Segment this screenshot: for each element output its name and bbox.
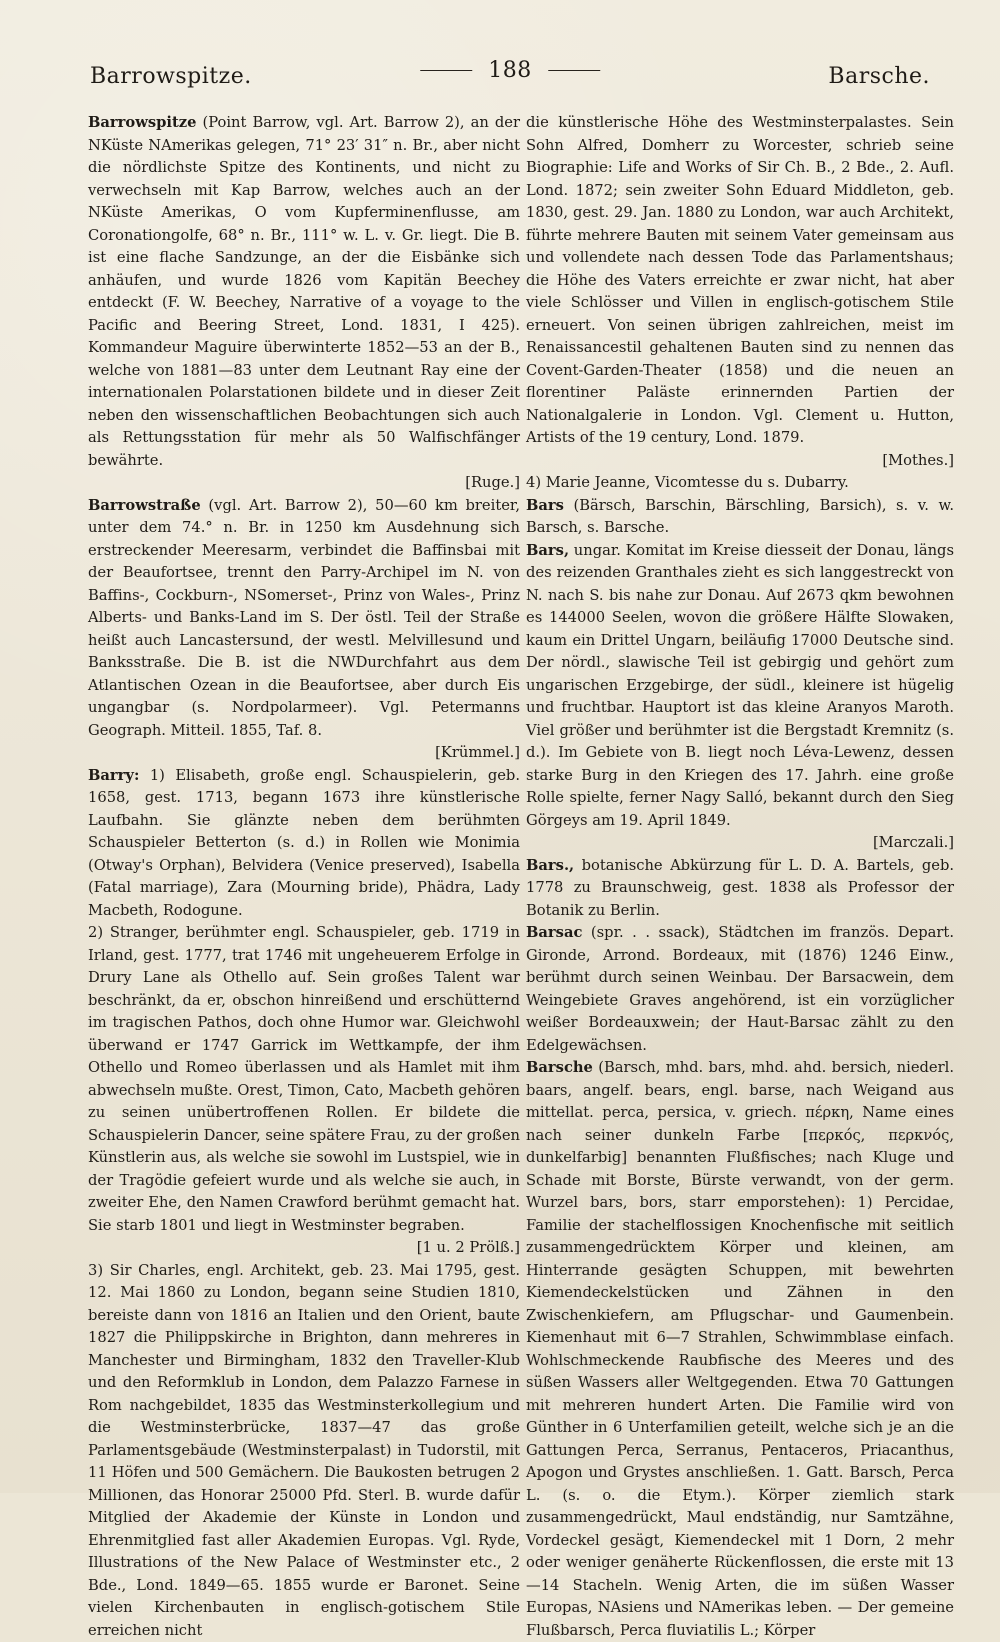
headword: Bars (526, 497, 564, 514)
entry-barry-3 (88, 1260, 520, 1642)
headword: Bars., (526, 857, 574, 874)
entry-text: 2) Stranger, berühmter engl. Schauspieler, geb. 1719 in Irland, gest. 1777, trat 1746 mit ungeheuerem Erfolge in Drury Lane als Othello auf. Sein großes Talent war beschränkt, da er, obschon hinreißend und erschütternd im tragischen Pathos, doch ohne Humor war. Gleichwohl überwand er 1747 Garrick im Wettkampfe, der ihm Othello und Romeo überlassen und als Hamlet mit ihm abwechseln mußte. Orest, Timon, Cato, Macbeth gehören zu seinen unübertroffenen Rollen. Er bildete die Schauspielerin Dancer, seine spätere Frau, zu der großen Künstlerin aus, als welche sie sowohl im Lustspiel, wie in der Tragödie gefeiert wurde und als welche sie auch, in zweiter Ehe, den Namen Crawford berühmt gemacht hat. Sie starb 1801 und liegt in Westminster begraben. (88, 924, 520, 1234)
entry-bars-fish (526, 495, 954, 540)
entry-text: (vgl. Art. Barrow 2), 50—60 km breiter, unter dem 74.° n. Br. in 1250 km Ausdehnung sich erstreckender Meeresarm, verbindet die Baffinsbai mit der Beaufortsee, trennt den Parry-Archipel im N. von Baffins-, Cockburn-, NSomerset-, Prinz von Wales-, Prinz Alberts- und Banks-Land im S. Der östl. Teil der Straße heißt auch Lancastersund, der westl. Melvillesund und Banksstraße. Die B. ist die NWDurchfahrt aus dem Atlantischen Ozean in die Beaufortsee, aber durch Eis ungangbar (s. Nordpolarmeer). Vgl. Petermanns Geograph. Mitteil. 1855, Taf. 8. (88, 497, 520, 739)
entry-barry-continued (526, 112, 954, 450)
entry-text: 1) Elisabeth, große engl. Schauspielerin, geb. 1658, gest. 1713, begann 1673 ihre künstlerische Laufbahn. Sie glänzte neben dem berühmten Schauspieler Betterton (s. d.) in Rollen wie Monimia (Otway's Orphan), Belvidera (Venice preserved), Isabella (Fatal marriage), Zara (Mourning bride), Phädra, Lady Macbeth, Rodogune. (88, 767, 520, 919)
page-number: 188 (488, 58, 532, 83)
author-signature: [Ruge.] (88, 472, 520, 495)
author-signature: [1 u. 2 Prölß.] (88, 1237, 520, 1260)
headword: Bars, (526, 542, 569, 559)
headword: Barsac (526, 924, 582, 941)
running-head-left: Barrowspitze. (90, 64, 252, 89)
entry-barsac (526, 922, 954, 1057)
entry-barry-4 (526, 472, 954, 495)
entry-text: (Point Barrow, vgl. Art. Barrow 2), an der NKüste NAmerikas gelegen, 71° 23′ 31″ n. Br., aber nicht die nördlichste Spitze des Kontinents, und nicht zu verwechseln mit Kap Barrow, welches auch an der NKüste Amerikas, O vom Kupferminenflusse, am Coronationgolfe, 68° n. Br., 111° w. L. v. Gr. liegt. Die B. ist eine flache Sandzunge, an der die Eisbänke sich anhäufen, und wurde 1826 vom Kapitän Beechey entdeckt (F. W. Beechey, Narrative of a voyage to the Pacific and Beering Street, Lond. 1831, I 425). Kommandeur Maguire überwinterte 1852—53 an der B., welche von 1881—83 unter dem Leutnant Ray eine der internationalen Polarstationen bildete und in dieser Zeit neben den wissenschaftlichen Beobachtungen sich auch als Rettungsstation für mehr als 50 Walfischfänger bewährte. (88, 114, 520, 469)
headword: Barrowspitze (88, 114, 196, 131)
left-column (88, 112, 520, 1475)
entry-bars-county (526, 540, 954, 833)
headword: Barrowstraße (88, 497, 201, 514)
entry-text: ungar. Komitat im Kreise diesseit der Donau, längs des reizenden Granthales zieht es sich langgestreckt von N. nach S. bis nahe zur Donau. Auf 2673 qkm bewohnen es 144000 Seelen, wovon die größere Hälfte Slowaken, kaum ein Drittel Ungarn, beiläufig 17000 Deutsche sind. Der nördl., slawische Teil ist gebirgig und gehört zum ungarischen Erzgebirge, der südl., kleinere ist hügelig und fruchtbar. Hauptort ist das kleine Aranyos Maroth. Viel größer und berühmter ist die Bergstadt Kremnitz (s. d.). Im Gebiete von B. liegt noch Léva-Lewenz, dessen starke Burg in den Kriegen des 17. Jahrh. eine große Rolle spielte, ferner Nagy Salló, bekannt durch den Sieg Görgeys am 19. April 1849. (526, 542, 954, 829)
entry-bars-abbrev (526, 855, 954, 923)
author-signature: [Marczali.] (526, 832, 954, 855)
entry-barrowstrasse (88, 495, 520, 743)
running-head-right: Barsche. (828, 64, 930, 89)
entry-text: die künstlerische Höhe des Westminsterpalastes. Sein Sohn Alfred, Domherr zu Worcester, schrieb seine Biographie: Life and Works of Sir Ch. B., 2 Bde., 2. Aufl. Lond. 1872; sein zweiter Sohn Eduard Middleton, geb. 1830, gest. 29. Jan. 1880 zu London, war auch Architekt, führte mehrere Bauten mit seinem Vater gemeinsam aus und vollendete nach dessen Tode das Parlamentshaus; die Höhe des Vaters erreichte er zwar nicht, hat aber viele Schlösser und Villen in englisch-gotischem Stile erneuert. Von seinen übrigen zahlreichen, meist im Renaissancestil gehaltenen Bauten sind zu nennen das Covent-Garden-Theater (1858) und die neuen an florentiner Paläste erinnernden Partien der Nationalgalerie in London. Vgl. Clement u. Hutton, Artists of the 19 century, Lond. 1879. (526, 114, 954, 446)
text-columns (88, 112, 960, 1475)
entry-barry-2 (88, 922, 520, 1237)
entry-text: 3) Sir Charles, engl. Architekt, geb. 23. Mai 1795, gest. 12. Mai 1860 zu London, begann seine Studien 1810, bereiste dann von 1816 an Italien und den Orient, baute 1827 die Philippskirche in Brighton, dann mehreres in Manchester und Birmingham, 1832 den Traveller-Klub und den Reformklub in London, dem Palazzo Farnese in Rom nachgebildet, 1835 das Westminsterkollegium und die Westminsterbrücke, 1837—47 das große Parlamentsgebäude (Westminsterpalast) in Tudorstil, mit 11 Höfen und 500 Gemächern. Die Baukosten betrugen 2 Millionen, das Honorar 25000 Pfd. Sterl. B. wurde dafür Mitglied der Akademie der Künste in London und Ehrenmitglied fast aller Akademien Europas. Vgl. Ryde, Illustrations of the New Palace of Westminster etc., 2 Bde., Lond. 1849—65. 1855 wurde er Baronet. Seine vielen Kirchenbauten in englisch-gotischem Stile erreichen nicht (88, 1262, 520, 1639)
headword: Barry: (88, 767, 139, 784)
page-header (90, 58, 930, 100)
entry-barrowspitze (88, 112, 520, 472)
entry-text: (Bärsch, Barschin, Bärschling, Barsich), s. v. w. Barsch, s. Barsche. (526, 497, 954, 537)
header-rule-left (420, 70, 472, 71)
page-number-group (420, 58, 600, 83)
header-rule-right (548, 70, 600, 71)
entry-text: 4) Marie Jeanne, Vicomtesse du s. Dubarry. (526, 474, 849, 491)
entry-text: (spr. . . ssack), Städtchen im französ. Depart. Gironde, Arrond. Bordeaux, mit (1876) 1246 Einw., berühmt durch seinen Weinbau. Der Barsacwein, dem Weingebiete Graves angehörend, ist ein vorzüglicher weißer Bordeauxwein; der Haut-Barsac zählt zu den Edelgewächsen. (526, 924, 954, 1054)
author-signature: [Krümmel.] (88, 742, 520, 765)
right-column (526, 112, 954, 1475)
entry-barsche (526, 1057, 954, 1642)
entry-text: botanische Abkürzung für L. D. A. Bartels, geb. 1778 zu Braunschweig, gest. 1838 als Professor der Botanik zu Berlin. (526, 857, 954, 919)
entry-text: (Barsch, mhd. bars, mhd. ahd. bersich, niederl. baars, angelf. bears, engl. barse, nach Weigand aus mittellat. perca, persica, v. griech. πέρκη, Name eines nach seiner dunkeln Farbe [περκός, περκνός, dunkelfarbig] benannten Flußfisches; nach Kluge und Schade mit Borste, Bürste verwandt, von der germ. Wurzel bars, bors, starr emporstehen): 1) Percidae, Familie der stachelflossigen Knochenfische mit seitlich zusammengedrücktem Körper und kleinen, am Hinterrande gesägten Schuppen, mit bewehrten Kiemendeckelstücken und Zähnen in den Zwischenkiefern, am Pflugschar- und Gaumenbein. Kiemenhaut mit 6—7 Strahlen, Schwimmblase einfach. Wohlschmeckende Raubfische des Meeres und des süßen Wassers aller Weltgegenden. Etwa 70 Gattungen mit mehreren hundert Arten. Die Familie wird von Günther in 6 Unterfamilien geteilt, welche sich je an die Gattungen Perca, Serranus, Pentaceros, Priacanthus, Apogon und Grystes anschließen. 1. Gatt. Barsch, Perca L. (s. o. die Etym.). Körper ziemlich stark zusammengedrückt, Maul endständig, nur Samtzähne, Vordeckel gesägt, Kiemendeckel mit 1 Dorn, 2 mehr oder weniger genäherte Rückenflossen, die erste mit 13—14 Stacheln. Wenig Arten, die im süßen Wasser Europas, NAsiens und NAmerikas leben. — Der gemeine Flußbarsch, Perca fluviatilis L.; Körper (526, 1059, 954, 1639)
author-signature: [Mothes.] (526, 450, 954, 473)
entry-barry-1 (88, 765, 520, 923)
headword: Barsche (526, 1059, 593, 1076)
